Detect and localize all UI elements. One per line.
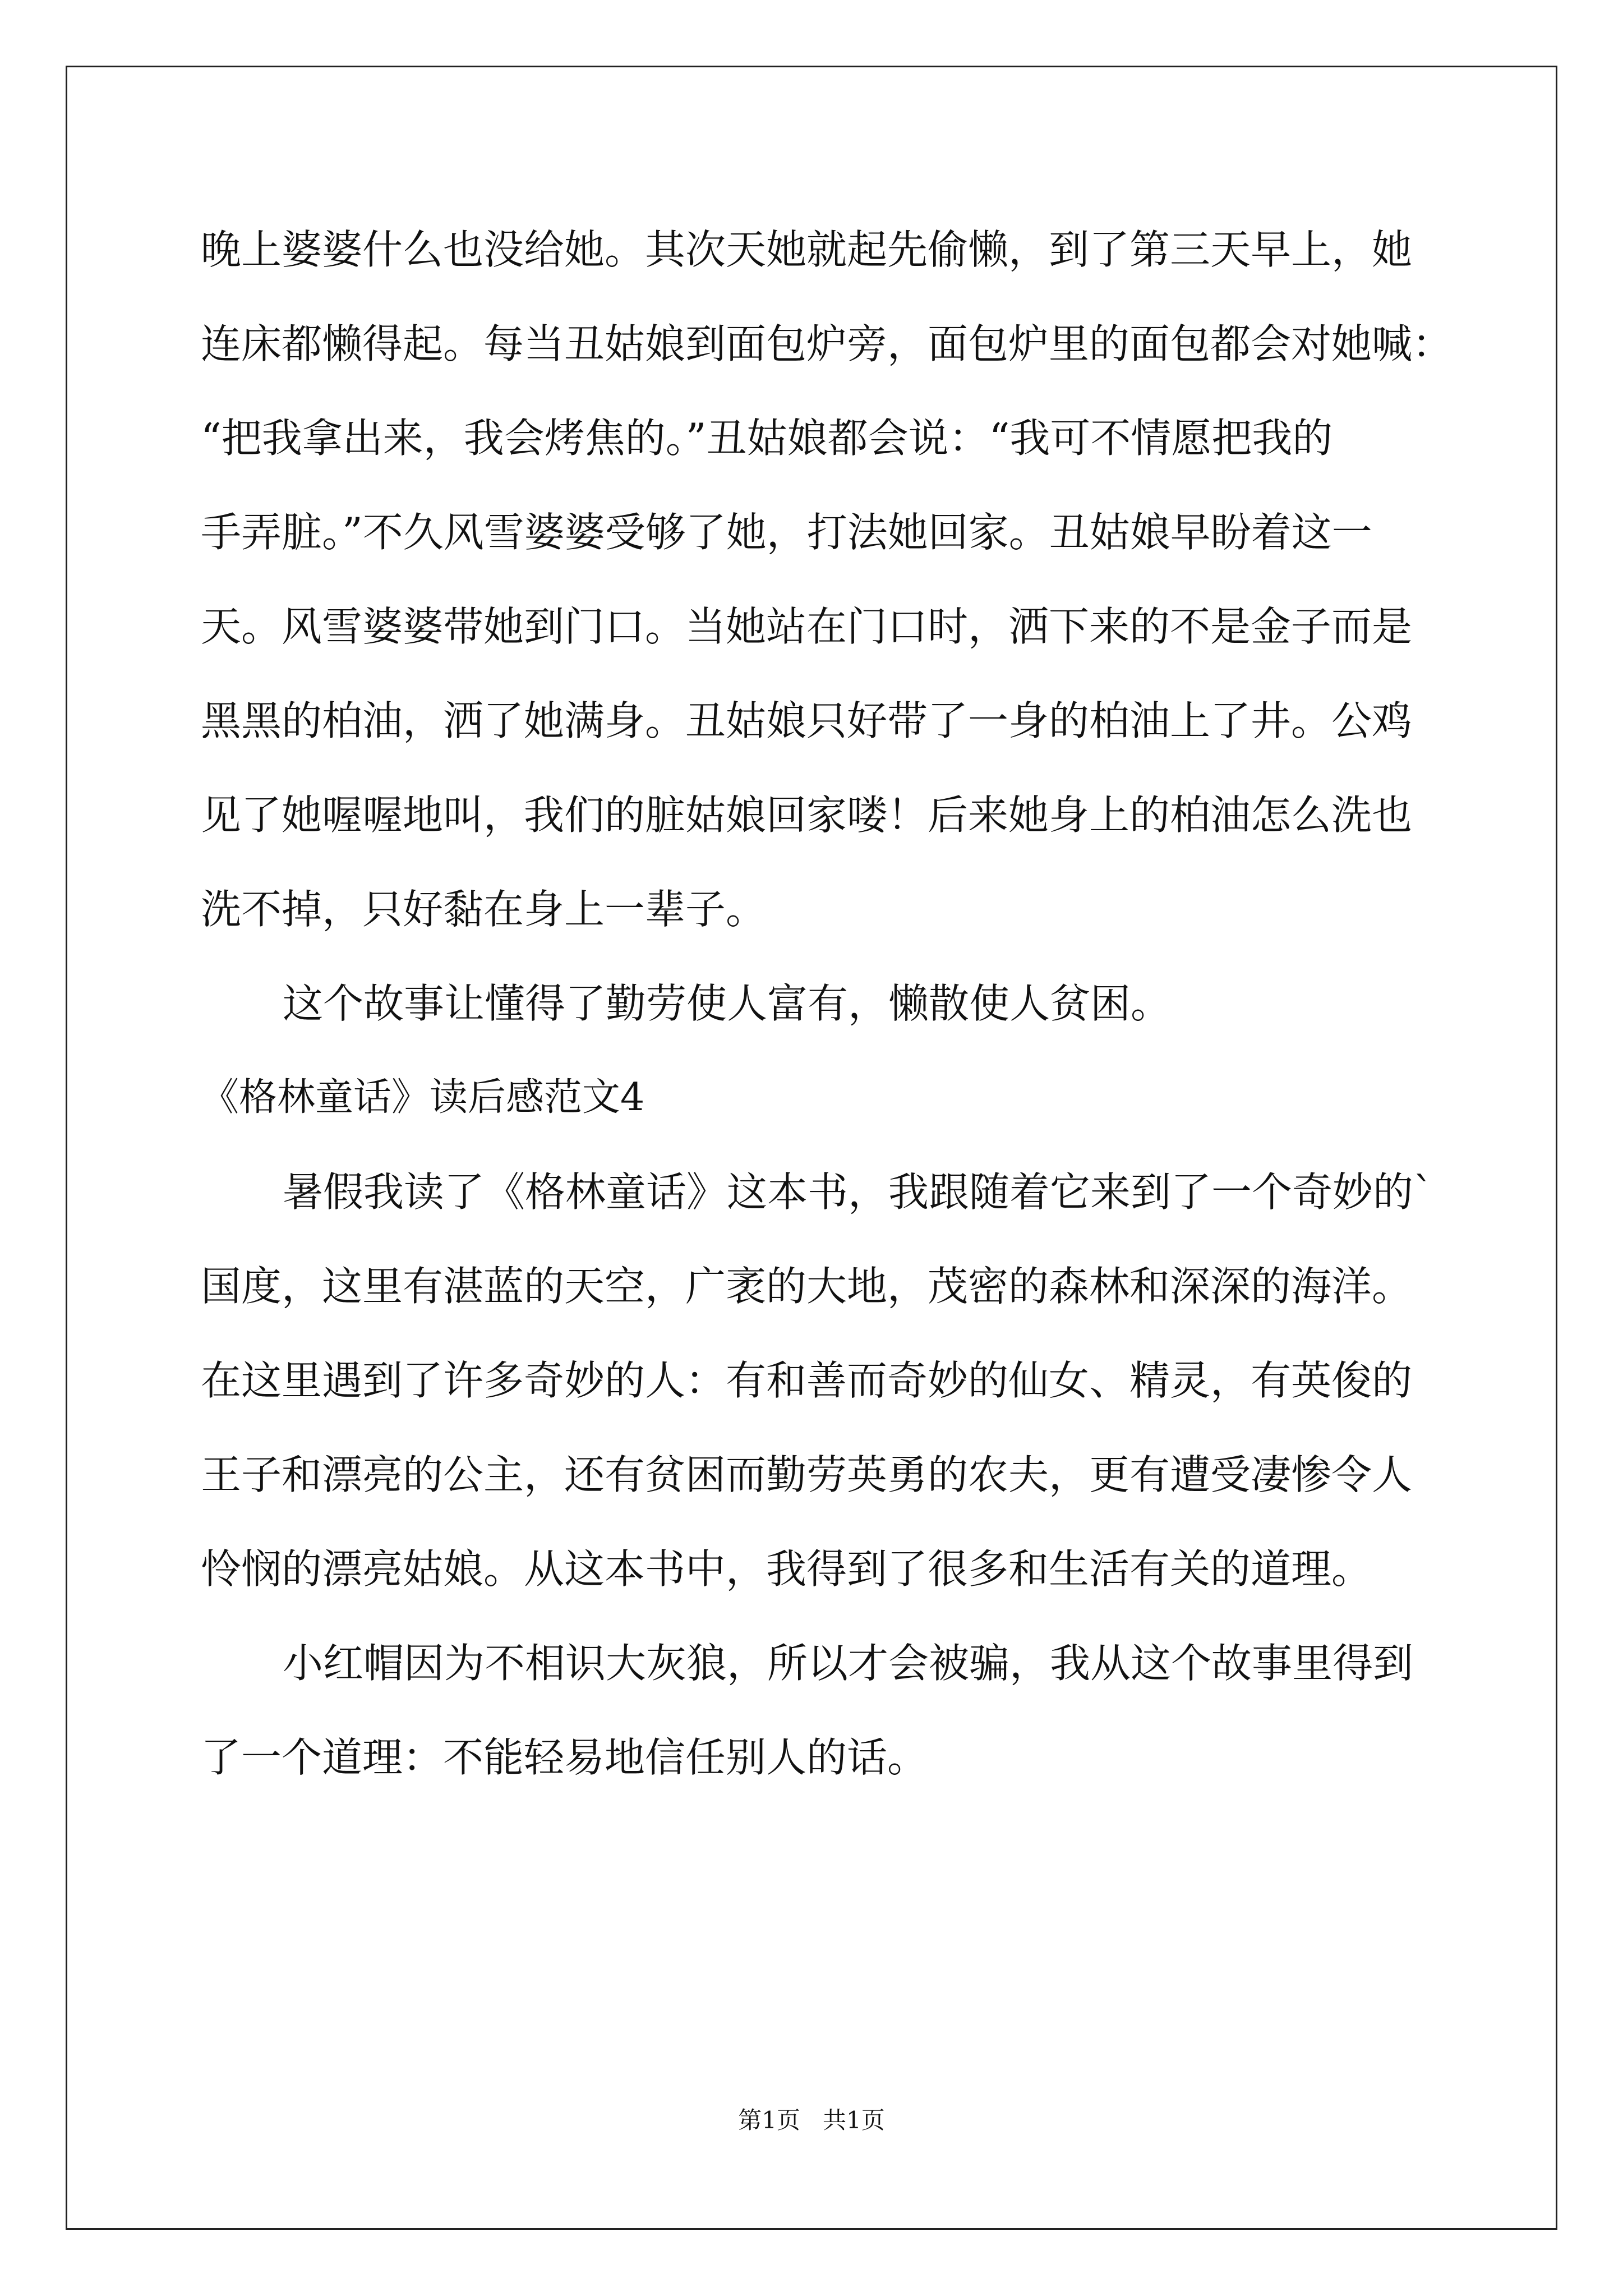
paragraph-line: 晚上婆婆什么也没给她。其次天她就起先偷懒，到了第三天早上，她 (201, 226, 1413, 273)
paragraph-line: 见了她喔喔地叫，我们的脏姑娘回家喽！后来她身上的柏油怎么洗也 (201, 792, 1413, 839)
paragraph-line: 怜悯的漂亮姑娘。从这本书中，我得到了很多和生活有关的道理。 (201, 1545, 1372, 1593)
paragraph-line: 连床都懒得起。每当丑姑娘到面包炉旁，面包炉里的面包都会对她喊： (201, 320, 1453, 367)
paragraph-line: 王子和漂亮的公主，还有贫困而勤劳英勇的农夫，更有遭受凄惨令人 (201, 1451, 1413, 1498)
document-body (201, 219, 1453, 1821)
paragraph-line: 这个故事让懂得了勤劳使人富有，懒散使人贫困。 (283, 980, 1172, 1027)
page-footer: 第1页 共1页 (738, 2106, 885, 2134)
paragraph-line: 黑黑的柏油，洒了她满身。丑姑娘只好带了一身的柏油上了井。公鸡 (201, 697, 1413, 744)
paragraph-line: 在这里遇到了许多奇妙的人：有和善而奇妙的仙女、精灵，有英俊的 (201, 1357, 1413, 1404)
paragraph-line: “把我拿出来，我会烤焦的。”丑姑娘都会说：“我可不情愿把我的 (201, 415, 1333, 462)
paragraph-line: 手弄脏。”不久风雪婆婆受够了她，打法她回家。丑姑娘早盼着这一 (201, 509, 1372, 556)
paragraph-line: 国度，这里有湛蓝的天空，广袤的大地，茂密的森林和深深的海洋。 (201, 1263, 1413, 1310)
section-heading: 《格林童话》读后感范文4 (201, 1075, 645, 1120)
paragraph-line: 天。风雪婆婆带她到门口。当她站在门口时，洒下来的不是金子而是 (201, 603, 1413, 650)
paragraph-line: 小红帽因为不相识大灰狼，所以才会被骗，我从这个故事里得到 (283, 1640, 1414, 1687)
paragraph-line: 洗不掉，只好黏在身上一辈子。 (201, 886, 767, 933)
paragraph-line: 暑假我读了《格林童话》这本书，我跟随着它来到了一个奇妙的` (283, 1168, 1434, 1216)
paragraph-line: 了一个道理：不能轻易地信任别人的话。 (201, 1734, 928, 1781)
